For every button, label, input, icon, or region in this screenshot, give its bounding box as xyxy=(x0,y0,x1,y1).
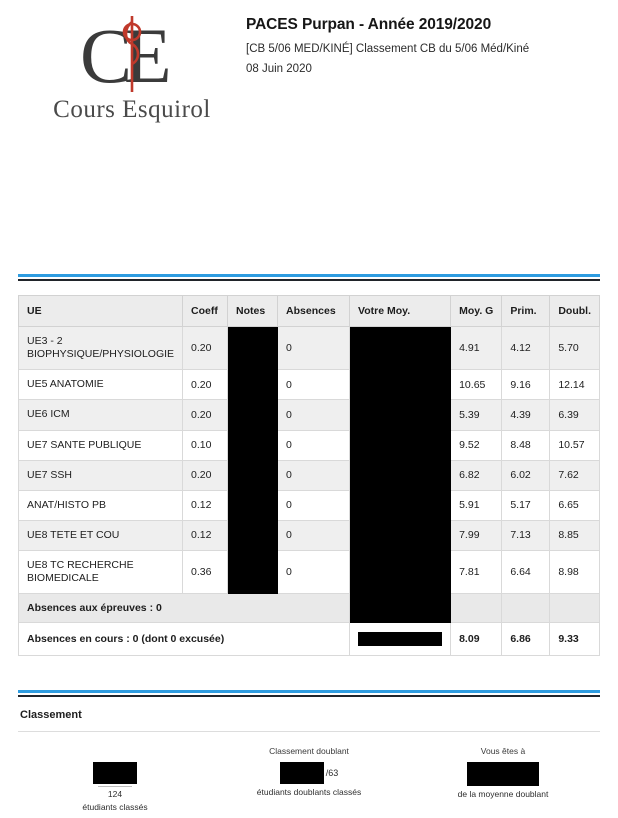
cell-ue: ANAT/HISTO PB xyxy=(19,490,183,520)
cell-notes-redacted xyxy=(228,460,278,490)
grades-table xyxy=(18,295,600,656)
cell-prim: 8.48 xyxy=(502,430,550,460)
rank-label-moyenne: de la moyenne doublant xyxy=(457,789,549,800)
document-header xyxy=(0,0,618,124)
divider-dark-top xyxy=(18,279,600,281)
svg-text:C: C xyxy=(80,12,133,99)
cell-votre-moy-redacted xyxy=(350,327,451,370)
cell-prim: 5.17 xyxy=(502,490,550,520)
cell-votre-moy-redacted xyxy=(350,490,451,520)
cell-coeff: 0.20 xyxy=(183,370,228,400)
redaction-bar xyxy=(467,762,539,786)
col-votre-moy: Votre Moy. xyxy=(350,296,451,327)
rank-item-doublant xyxy=(212,746,406,797)
rank-item-general xyxy=(18,746,212,812)
rank-caption-general xyxy=(18,746,212,757)
cell-absences: 0 xyxy=(278,327,350,370)
cell-ue: UE5 ANATOMIE xyxy=(19,370,183,400)
cell-absences: 0 xyxy=(278,400,350,430)
table-row xyxy=(19,400,600,430)
rank-value-doublant xyxy=(212,762,406,784)
cell-moy-g: 10.65 xyxy=(451,370,502,400)
cell-absences: 0 xyxy=(278,370,350,400)
col-prim: Prim. xyxy=(502,296,550,327)
grades-table-wrapper xyxy=(18,295,600,656)
cell-prim: 7.13 xyxy=(502,520,550,550)
cell-doubl: 6.65 xyxy=(550,490,600,520)
cell-notes-redacted xyxy=(228,490,278,520)
cell-doubl: 10.57 xyxy=(550,430,600,460)
cell-doubl: 5.70 xyxy=(550,327,600,370)
rank-value-moyenne xyxy=(406,762,600,786)
classement-section xyxy=(0,690,618,818)
cell-total-moy-g: 8.09 xyxy=(451,623,502,656)
cell-moy-g: 5.91 xyxy=(451,490,502,520)
cell-ue: UE6 ICM xyxy=(19,400,183,430)
table-row xyxy=(19,327,600,370)
cell-prim: 6.64 xyxy=(502,551,550,594)
rank-denominator-doublant: /63 xyxy=(325,768,339,779)
rank-caption-doublant: Classement doublant xyxy=(269,746,349,757)
cell-votre-moy-redacted xyxy=(350,370,451,400)
cell-notes-redacted xyxy=(228,430,278,460)
cell-votre-moy-redacted xyxy=(350,594,451,623)
cell-moy-g: 4.91 xyxy=(451,327,502,370)
table-row xyxy=(19,430,600,460)
cell-absences: 0 xyxy=(278,490,350,520)
cell-votre-moy-redacted xyxy=(350,520,451,550)
cell-votre-moy-redacted xyxy=(350,551,451,594)
cell-coeff: 0.12 xyxy=(183,490,228,520)
cell-doubl: 7.62 xyxy=(550,460,600,490)
absences-epreuves-label: Absences aux épreuves : 0 xyxy=(19,594,350,623)
title-block xyxy=(246,8,600,75)
cell-moy-g: 9.52 xyxy=(451,430,502,460)
absences-spacer-3 xyxy=(550,594,600,623)
cell-absences: 0 xyxy=(278,520,350,550)
cell-ue: UE7 SANTE PUBLIQUE xyxy=(19,430,183,460)
redaction-bar xyxy=(280,762,324,784)
cell-ue: UE3 - 2 BIOPHYSIQUE/PHYSIOLOGIE xyxy=(19,327,183,370)
page-date: 08 Juin 2020 xyxy=(246,63,312,75)
page-subtitle: [CB 5/06 MED/KINÉ] Classement CB du 5/06 Méd/Kiné xyxy=(246,43,530,55)
cell-coeff: 0.20 xyxy=(183,400,228,430)
cell-ue: UE7 SSH xyxy=(19,460,183,490)
cell-votre-moy-redacted xyxy=(350,460,451,490)
svg-text:E: E xyxy=(124,12,172,99)
cell-total-doubl: 9.33 xyxy=(550,623,600,656)
cell-ue: UE8 TC RECHERCHE BIOMEDICALE xyxy=(19,551,183,594)
table-header-row xyxy=(19,296,600,327)
cell-ue: UE8 TETE ET COU xyxy=(19,520,183,550)
cell-absences: 0 xyxy=(278,551,350,594)
rank-caption-moyenne: Vous êtes à xyxy=(480,746,526,757)
cell-coeff: 0.20 xyxy=(183,460,228,490)
logo-monogram-icon xyxy=(18,10,246,102)
cell-coeff: 0.10 xyxy=(183,430,228,460)
cell-coeff: 0.12 xyxy=(183,520,228,550)
cell-prim: 9.16 xyxy=(502,370,550,400)
cell-moy-g: 7.81 xyxy=(451,551,502,594)
cell-prim: 4.39 xyxy=(502,400,550,430)
cell-prim: 4.12 xyxy=(502,327,550,370)
table-row xyxy=(19,460,600,490)
cell-notes-redacted xyxy=(228,370,278,400)
cell-coeff: 0.36 xyxy=(183,551,228,594)
cell-doubl: 6.39 xyxy=(550,400,600,430)
classement-block xyxy=(18,697,600,818)
brand-logo xyxy=(18,8,246,124)
rank-label-general: étudiants classés xyxy=(82,802,148,813)
cell-absences: 0 xyxy=(278,430,350,460)
table-row xyxy=(19,520,600,550)
rank-label-doublant: étudiants doublants classés xyxy=(256,787,362,798)
cell-moy-g: 7.99 xyxy=(451,520,502,550)
cell-coeff: 0.20 xyxy=(183,327,228,370)
cell-doubl: 8.98 xyxy=(550,551,600,594)
cell-notes-redacted xyxy=(228,520,278,550)
results-section xyxy=(0,274,618,656)
cell-doubl: 12.14 xyxy=(550,370,600,400)
cell-notes-redacted xyxy=(228,400,278,430)
cell-votre-moy-redacted xyxy=(350,400,451,430)
rank-value-general xyxy=(18,762,212,784)
table-row xyxy=(19,370,600,400)
cell-doubl: 8.85 xyxy=(550,520,600,550)
rank-item-moyenne xyxy=(406,746,600,799)
col-coeff: Coeff xyxy=(183,296,228,327)
cell-votre-moy-redacted xyxy=(350,430,451,460)
table-row xyxy=(19,551,600,594)
col-doubl: Doubl. xyxy=(550,296,600,327)
totals-row xyxy=(19,623,600,656)
classement-title: Classement xyxy=(18,697,600,732)
col-ue: UE xyxy=(19,296,183,327)
page-title: PACES Purpan - Année 2019/2020 xyxy=(246,16,492,33)
cell-total-votre-moy-redacted xyxy=(350,623,451,656)
table-row xyxy=(19,490,600,520)
col-notes: Notes xyxy=(228,296,278,327)
classement-stats-row xyxy=(18,732,600,818)
cell-notes-redacted xyxy=(228,327,278,370)
redaction-bar xyxy=(93,762,137,784)
absences-spacer-1 xyxy=(451,594,502,623)
brand-wordmark: Cours Esquirol xyxy=(53,96,211,123)
cell-prim: 6.02 xyxy=(502,460,550,490)
cell-notes-redacted xyxy=(228,551,278,594)
absences-spacer-2 xyxy=(502,594,550,623)
rank-denominator-general: 124 xyxy=(98,786,132,799)
absences-cours-label: Absences en cours : 0 (dont 0 excusée) xyxy=(19,623,350,656)
cell-absences: 0 xyxy=(278,460,350,490)
col-absences: Absences xyxy=(278,296,350,327)
cell-total-prim: 6.86 xyxy=(502,623,550,656)
col-moy-g: Moy. G xyxy=(451,296,502,327)
absences-epreuves-row xyxy=(19,594,600,623)
cell-moy-g: 6.82 xyxy=(451,460,502,490)
cell-moy-g: 5.39 xyxy=(451,400,502,430)
redaction-bar xyxy=(358,632,442,646)
